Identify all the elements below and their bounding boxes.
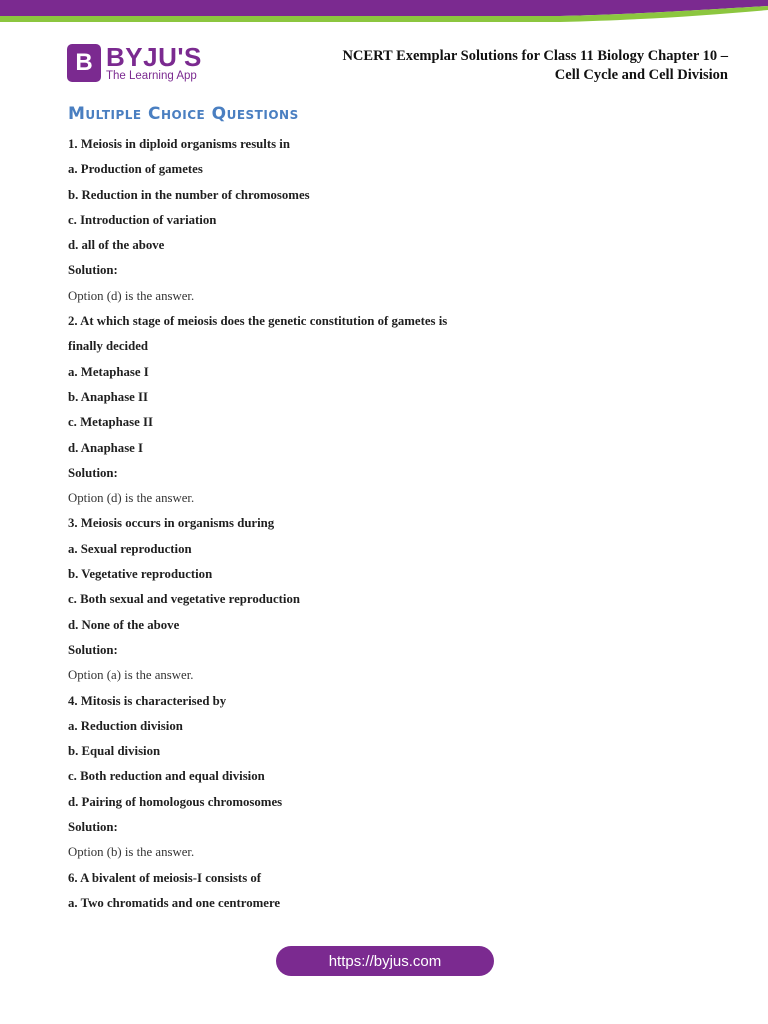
question-text-line: d. all of the above (68, 238, 165, 253)
question-text-line: Solution: (68, 263, 118, 278)
solution-answer-line: Option (b) is the answer. (68, 845, 195, 860)
document-title (342, 47, 728, 85)
question-text-line: finally decided (68, 339, 148, 354)
section-heading: Multiple Choice Questions (68, 104, 299, 124)
question-text-line: c. Both reduction and equal division (68, 769, 265, 784)
question-text-line: d. Pairing of homologous chromosomes (68, 794, 283, 809)
question-text-line: b. Vegetative reproduction (68, 567, 213, 582)
question-text-line: c. Introduction of variation (68, 212, 217, 227)
question-text-line: Solution: (68, 820, 118, 835)
question-text-line: b. Reduction in the number of chromosomes (68, 187, 310, 202)
question-text-line: 1. Meiosis in diploid organisms results in (68, 137, 290, 151)
question-text-line: a. Sexual reproduction (68, 541, 192, 556)
byjus-logo-mark: B (67, 44, 101, 82)
question-text-line: a. Two chromatids and one centromere (68, 895, 281, 910)
question-text-line: Solution: (68, 642, 118, 657)
footer-url-link[interactable]: https://byjus.com (276, 946, 494, 976)
brand-tagline: The Learning App (106, 70, 197, 82)
question-text-line: b. Equal division (68, 744, 161, 759)
question-text-line: c. Both sexual and vegetative reproduction (68, 592, 300, 607)
question-text-line: a. Metaphase I (68, 364, 149, 379)
question-text-line: b. Anaphase II (68, 389, 149, 404)
question-list (68, 134, 708, 918)
question-text-line: 4. Mitosis is characterised by (68, 693, 227, 708)
document-title-line-2: Cell Cycle and Cell Division (554, 67, 728, 83)
byjus-logo-text (106, 44, 202, 83)
document-title-line-1: NCERT Exemplar Solutions for Class 11 Biology Chapter 10 – (342, 48, 728, 64)
header-band-graphic (0, 0, 768, 22)
question-text-line: 2. At which stage of meiosis does the genetic constitution of gametes is (68, 314, 448, 329)
solution-answer-line: Option (d) is the answer. (68, 288, 195, 303)
question-text-line: d. Anaphase I (68, 440, 144, 455)
solution-answer-line: Option (d) is the answer. (68, 491, 195, 506)
header-decorative-band (0, 0, 768, 22)
solution-answer-line: Option (a) is the answer. (68, 668, 194, 683)
byjus-logo (67, 44, 202, 83)
question-text-line: d. None of the above (68, 617, 180, 632)
question-text-line: a. Production of gametes (68, 162, 203, 177)
question-text-line: a. Reduction division (68, 718, 183, 733)
brand-name: BYJU'S (106, 42, 202, 72)
question-text-line: 6. A bivalent of meiosis-I consists of (68, 870, 262, 885)
question-text-line: Solution: (68, 465, 118, 480)
question-text-line: 3. Meiosis occurs in organisms during (68, 516, 275, 531)
question-text-line: c. Metaphase II (68, 415, 153, 430)
